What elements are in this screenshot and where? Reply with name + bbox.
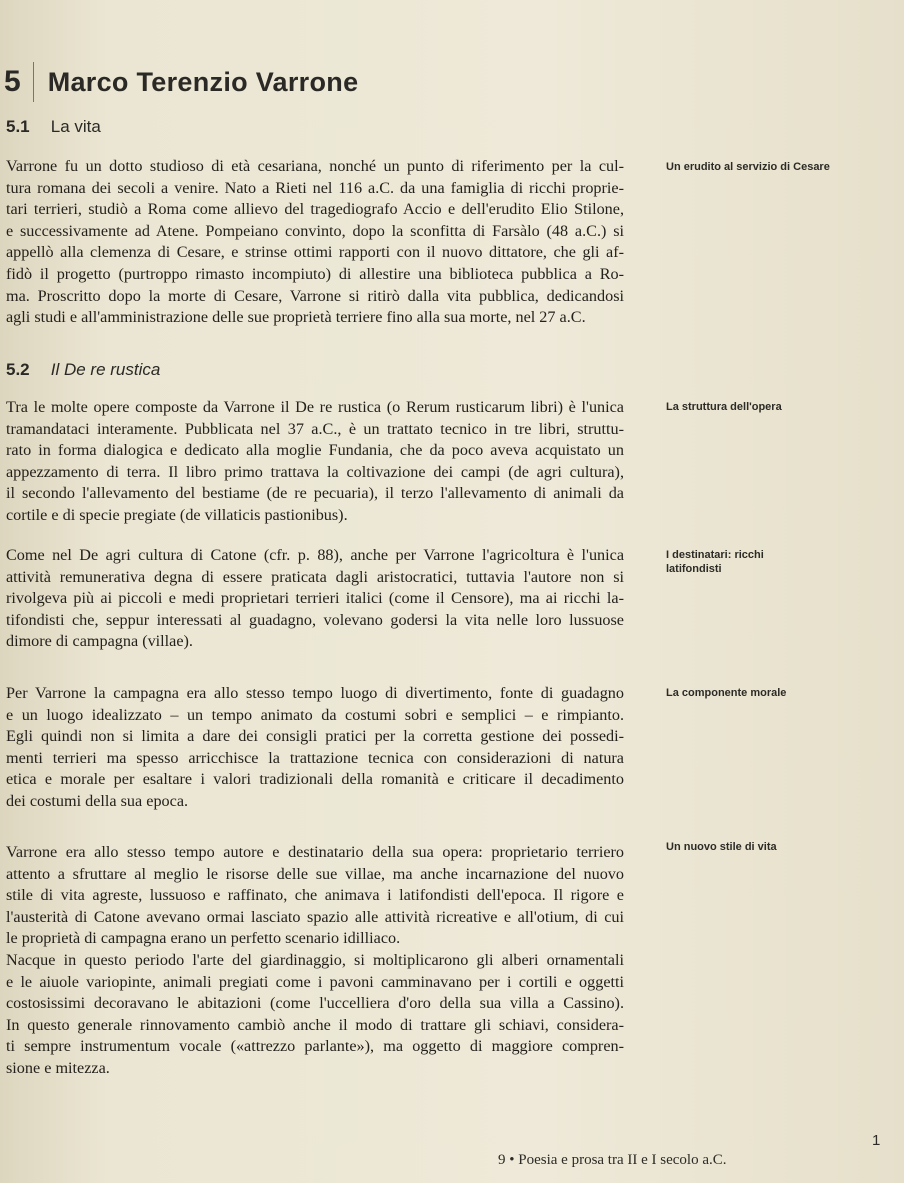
text-line: In questo generale rinnovamento cambiò anche il modo di trattare gli schiavi, considera-	[6, 1015, 624, 1034]
margin-note-destinatari: I destinatari: ricchi latifondisti	[666, 549, 764, 575]
text-line: Egli quindi non si limita a dare dei consigli pratici per la corretta gestione dei possedi-	[6, 727, 624, 746]
text-line: etica e morale per esaltare i valori tradizionali della romanità e criticare il decadimento	[6, 770, 624, 789]
paragraph-morale	[6, 683, 624, 813]
paragraph-vita	[6, 156, 624, 329]
text-line: appellò alla clemenza di Cesare, e strinse ottimi rapporti con il nuovo dittatore, che gli af-	[6, 243, 624, 262]
text-line: rivolgeva più ai piccoli e medi proprietari terrieri italici (come il Censore), ma ai ricchi la-	[6, 589, 624, 608]
text-line: tura romana dei secoli a venire. Nato a Rieti nel 116 a.C. da una famiglia di ricchi proprie-	[6, 178, 624, 197]
text-line: agli studi e all'amministrazione delle sue proprietà terriere fino alla sua morte, nel 27 a.C.	[6, 308, 586, 327]
section-number: 5.2	[6, 360, 30, 379]
section-heading-5-2	[6, 360, 160, 380]
text-line: sione e mitezza.	[6, 1058, 110, 1077]
text-line: stile di vita agreste, lussuoso e raffinato, che animava i latifondisti dell'epoca. Il rigore e	[6, 886, 624, 905]
text-line: attività remunerativa degna di essere praticata dagli aristocratici, tuttavia l'autore non si	[6, 567, 624, 586]
section-title: La vita	[50, 117, 101, 136]
text-line: Per Varrone la campagna era allo stesso tempo luogo di divertimento, fonte di guadagno	[6, 684, 624, 702]
page-number: 1	[872, 1132, 881, 1149]
margin-note-morale: La componente morale	[666, 687, 787, 699]
margin-note-struttura: La struttura dell'opera	[666, 401, 782, 413]
paragraph-stile-di-vita	[6, 842, 624, 1080]
running-footer: 9 • Poesia e prosa tra II e I secolo a.C.	[498, 1152, 727, 1168]
text-line: tramandataci interamente. Pubblicata nel 37 a.C., è un trattato tecnico in tre libri, struttu-	[6, 419, 624, 438]
chapter-number: 5	[4, 62, 34, 102]
text-line: e successivamente ad Atene. Pompeiano convinto, dopo la sconfitta di Farsàlo (48 a.C.) si	[6, 221, 624, 240]
text-line: appezzamento di terra. Il libro primo trattava la coltivazione dei campi (de agri cultura),	[6, 462, 624, 481]
paragraph-destinatari	[6, 545, 624, 653]
text-line: Varrone fu un dotto studioso di età cesariana, nonché un punto di riferimento per la cul-	[6, 157, 624, 175]
chapter-title: Marco Terenzio Varrone	[47, 66, 359, 97]
text-line: e un luogo idealizzato – un tempo animato da costumi sobri e semplici – e rimpianto.	[6, 705, 624, 724]
section-title: Il De re rustica	[50, 360, 161, 379]
margin-note-erudito: Un erudito al servizio di Cesare	[666, 161, 830, 173]
text-line: Varrone era allo stesso tempo autore e destinatario della sua opera: proprietario terriero	[6, 843, 624, 861]
text-line: menti terrieri ma spesso arricchisce la trattazione tecnica con considerazioni di natura	[6, 748, 624, 767]
section-number: 5.1	[6, 117, 30, 136]
text-line: attento a sfruttare al meglio le risorse delle sue villae, ma anche incarnazione del nuovo	[6, 864, 624, 883]
text-line: tifondisti che, seppur interessati al guadagno, volevano godersi la vita nelle loro lussuose	[6, 610, 624, 629]
text-line: ma. Proscritto dopo la morte di Cesare, Varrone si ritirò dalla vita pubblica, dedicandosi	[6, 286, 624, 305]
text-line: le proprietà di campagna erano un perfetto scenario idilliaco.	[6, 929, 401, 948]
text-line: Tra le molte opere composte da Varrone il De re rustica (o Rerum rusticarum libri) è l'unica	[6, 398, 624, 416]
text-line: dei costumi della sua epoca.	[6, 791, 189, 810]
chapter-heading	[4, 58, 358, 106]
section-heading-5-1	[6, 117, 101, 137]
text-line: cortile e di specie pregiate (de villaticis pastionibus).	[6, 505, 348, 524]
paragraph-struttura	[6, 397, 624, 527]
text-line: tari terrieri, studiò a Roma come allievo del tragediografo Accio e dell'erudito Elio Stilone,	[6, 200, 624, 219]
text-line: fidò il progetto (purtroppo rimasto incompiuto) di allestire una biblioteca pubblica a Ro-	[6, 264, 624, 283]
text-line: dimore di campagna (villae).	[6, 632, 193, 651]
text-line: Come nel De agri cultura di Catone (cfr. p. 88), anche per Varrone l'agricoltura è l'unica	[6, 546, 624, 564]
text-line: il secondo l'allevamento del bestiame (de re pecuaria), il terzo l'allevamento di animali da	[6, 484, 624, 503]
text-line: l'austerità di Catone avevano ormai lasciato spazio alle attività ricreative e all'otium, di cui	[6, 907, 624, 926]
text-line: e le aiuole variopinte, animali pregiati come i pavoni camminavano per i cortili e oggetti	[6, 972, 624, 991]
margin-note-stile: Un nuovo stile di vita	[666, 841, 777, 853]
text-line: ti sempre instrumentum vocale («attrezzo parlante»), ma oggetto di maggiore compren-	[6, 1037, 624, 1056]
text-line: rato in forma dialogica e dedicato alla moglie Fundania, che da poco aveva acquistato un	[6, 441, 624, 460]
text-line: Nacque in questo periodo l'arte del giardinaggio, si moltiplicarono gli alberi ornamentali	[6, 950, 624, 969]
text-line: costosissimi decoravano le abitazioni (come l'uccelliera d'oro della sua villa a Cassino).	[6, 994, 624, 1013]
